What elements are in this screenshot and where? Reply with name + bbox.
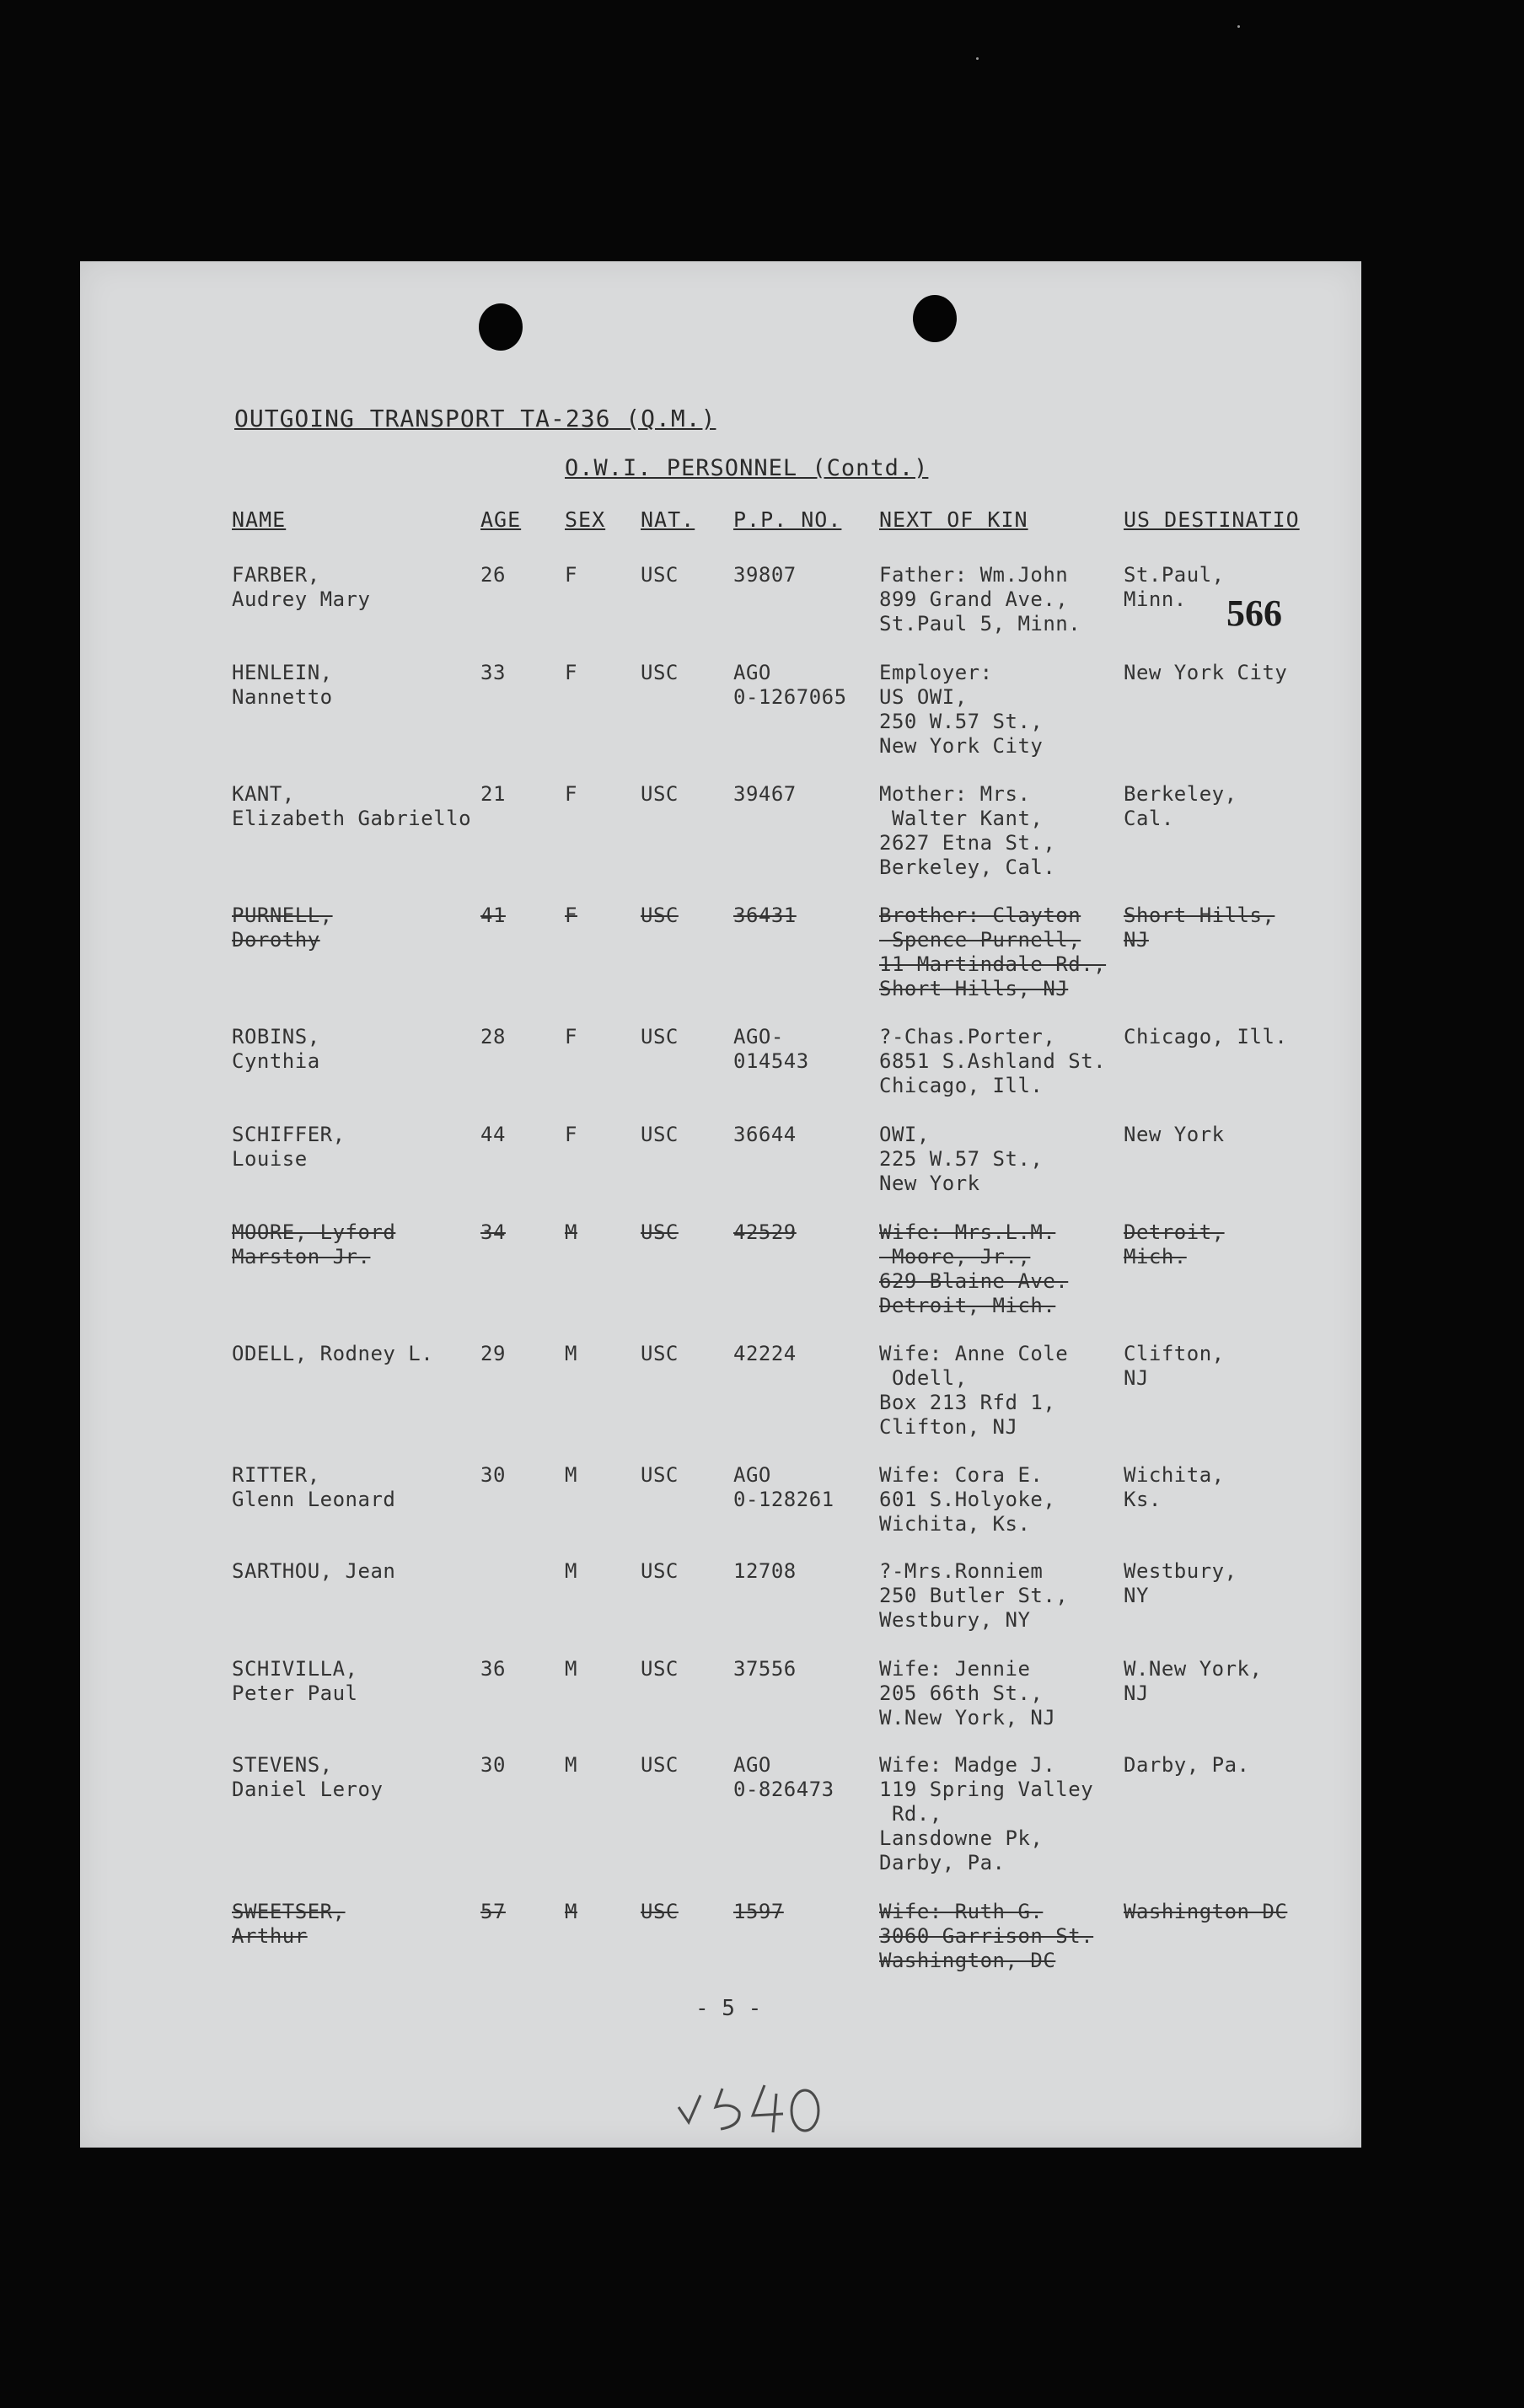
row-1-pp-number: 39807 <box>733 563 797 587</box>
row-8-sex: M <box>565 1342 577 1365</box>
row-13-next-of-kin: Wife: Ruth G. 3060 Garrison St. Washington, DC <box>879 1900 1094 1972</box>
row-4-nationality: USC <box>641 904 679 927</box>
row-13-name: SWEETSER, Arthur <box>232 1900 346 1948</box>
row-5-destination: Chicago, Ill. <box>1124 1025 1288 1048</box>
row-5-nationality: USC <box>641 1025 679 1048</box>
row-11-age: 36 <box>480 1657 506 1681</box>
row-7-nationality: USC <box>641 1220 679 1244</box>
row-5-age: 28 <box>480 1025 506 1048</box>
row-10-sex: M <box>565 1559 577 1583</box>
row-4-name: PURNELL, Dorothy <box>232 904 333 952</box>
row-10-nationality: USC <box>641 1559 679 1583</box>
row-1-sex: F <box>565 563 577 587</box>
row-7-pp-number: 42529 <box>733 1220 797 1244</box>
punch-hole-right <box>913 295 957 342</box>
row-9-nationality: USC <box>641 1463 679 1487</box>
row-7-age: 34 <box>480 1220 506 1244</box>
row-3-destination: Berkeley, Cal. <box>1124 782 1237 830</box>
row-11-destination: W.New York, NJ <box>1124 1657 1263 1705</box>
row-10-next-of-kin: ?-Mrs.Ronniem 250 Butler St., Westbury, NY <box>879 1559 1069 1632</box>
row-2-sex: F <box>565 661 577 684</box>
row-3-name: KANT, Elizabeth Gabriello <box>232 782 472 830</box>
document-sheet <box>80 261 1361 2148</box>
row-2-pp-number: AGO 0-1267065 <box>733 661 847 709</box>
row-12-age: 30 <box>480 1753 506 1777</box>
row-8-nationality: USC <box>641 1342 679 1365</box>
row-7-next-of-kin: Wife: Mrs.L.M. Moore, Jr., 629 Blaine Ave. Detroit, Mich. <box>879 1220 1069 1317</box>
row-1-nationality: USC <box>641 563 679 587</box>
row-11-pp-number: 37556 <box>733 1657 797 1681</box>
row-6-pp-number: 36644 <box>733 1123 797 1146</box>
row-7-sex: M <box>565 1220 577 1244</box>
row-1-next-of-kin: Father: Wm.John 899 Grand Ave., St.Paul 5, Minn. <box>879 563 1081 636</box>
row-9-next-of-kin: Wife: Cora E. 601 S.Holyoke, Wichita, Ks. <box>879 1463 1056 1536</box>
row-12-sex: M <box>565 1753 577 1777</box>
row-6-next-of-kin: OWI, 225 W.57 St., New York <box>879 1123 1044 1195</box>
row-3-age: 21 <box>480 782 506 806</box>
row-6-sex: F <box>565 1123 577 1146</box>
header-sex: SEX <box>565 507 606 532</box>
header-us-destination: US DESTINATIO <box>1124 507 1300 532</box>
row-6-age: 44 <box>480 1123 506 1146</box>
punch-hole-left <box>479 303 523 351</box>
row-2-next-of-kin: Employer: US OWI, 250 W.57 St., New York City <box>879 661 1044 758</box>
row-6-nationality: USC <box>641 1123 679 1146</box>
row-9-age: 30 <box>480 1463 506 1487</box>
stamp-number: 566 <box>1226 593 1282 634</box>
row-10-destination: Westbury, NY <box>1124 1559 1237 1607</box>
row-4-pp-number: 36431 <box>733 904 797 927</box>
row-3-next-of-kin: Mother: Mrs. Walter Kant, 2627 Etna St., Berkeley, Cal. <box>879 782 1056 879</box>
row-8-pp-number: 42224 <box>733 1342 797 1365</box>
document-title: OUTGOING TRANSPORT TA-236 (Q.M.) <box>234 405 716 432</box>
row-13-destination: Washington DC <box>1124 1900 1288 1923</box>
header-name: NAME <box>232 507 287 532</box>
row-3-pp-number: 39467 <box>733 782 797 806</box>
row-4-sex: F <box>565 904 577 927</box>
row-1-age: 26 <box>480 563 506 587</box>
row-7-name: MOORE, Lyford Marston Jr. <box>232 1220 396 1268</box>
row-6-name: SCHIFFER, Louise <box>232 1123 346 1171</box>
row-7-destination: Detroit, Mich. <box>1124 1220 1225 1268</box>
row-2-destination: New York City <box>1124 661 1288 684</box>
row-5-sex: F <box>565 1025 577 1048</box>
row-8-destination: Clifton, NJ <box>1124 1342 1225 1390</box>
row-11-name: SCHIVILLA, Peter Paul <box>232 1657 358 1705</box>
page-number: - 5 - <box>695 1996 762 2021</box>
row-1-destination: St.Paul, Minn. <box>1124 563 1225 611</box>
header-next-of-kin: NEXT OF KIN <box>879 507 1028 532</box>
row-1-name: FARBER, Audrey Mary <box>232 563 371 611</box>
row-9-pp-number: AGO 0-128261 <box>733 1463 834 1511</box>
document-subtitle: O.W.I. PERSONNEL (Contd.) <box>565 455 929 481</box>
header-age: AGE <box>480 507 522 532</box>
row-13-pp-number: 1597 <box>733 1900 784 1923</box>
row-13-sex: M <box>565 1900 577 1923</box>
row-8-next-of-kin: Wife: Anne Cole Odell, Box 213 Rfd 1, Clifton, NJ <box>879 1342 1069 1439</box>
row-10-name: SARTHOU, Jean <box>232 1559 396 1583</box>
row-8-age: 29 <box>480 1342 506 1365</box>
row-9-destination: Wichita, Ks. <box>1124 1463 1225 1511</box>
row-5-name: ROBINS, Cynthia <box>232 1025 320 1073</box>
row-12-next-of-kin: Wife: Madge J. 119 Spring Valley Rd., Lansdowne Pk, Darby, Pa. <box>879 1753 1094 1874</box>
row-10-pp-number: 12708 <box>733 1559 797 1583</box>
row-12-name: STEVENS, Daniel Leroy <box>232 1753 384 1801</box>
row-12-nationality: USC <box>641 1753 679 1777</box>
row-2-name: HENLEIN, Nannetto <box>232 661 333 709</box>
row-9-sex: M <box>565 1463 577 1487</box>
row-4-age: 41 <box>480 904 506 927</box>
row-3-sex: F <box>565 782 577 806</box>
row-2-nationality: USC <box>641 661 679 684</box>
row-5-pp-number: AGO- 014543 <box>733 1025 809 1073</box>
header-pp-no: P.P. NO. <box>733 507 842 532</box>
row-5-next-of-kin: ?-Chas.Porter, 6851 S.Ashland St. Chicago, Ill. <box>879 1025 1107 1097</box>
row-13-age: 57 <box>480 1900 506 1923</box>
row-12-destination: Darby, Pa. <box>1124 1753 1250 1777</box>
row-11-sex: M <box>565 1657 577 1681</box>
row-11-nationality: USC <box>641 1657 679 1681</box>
row-13-nationality: USC <box>641 1900 679 1923</box>
row-3-nationality: USC <box>641 782 679 806</box>
row-6-destination: New York <box>1124 1123 1225 1146</box>
row-9-name: RITTER, Glenn Leonard <box>232 1463 396 1511</box>
row-8-name: ODELL, Rodney L. <box>232 1342 434 1365</box>
header-nat: NAT. <box>641 507 695 532</box>
row-12-pp-number: AGO 0-826473 <box>733 1753 834 1801</box>
row-11-next-of-kin: Wife: Jennie 205 66th St., W.New York, NJ <box>879 1657 1056 1730</box>
row-4-next-of-kin: Brother: Clayton Spence Purnell, 11 Martindale Rd., Short Hills, NJ <box>879 904 1107 1000</box>
row-2-age: 33 <box>480 661 506 684</box>
handwritten-note <box>670 2073 830 2141</box>
row-4-destination: Short Hills, NJ <box>1124 904 1275 952</box>
